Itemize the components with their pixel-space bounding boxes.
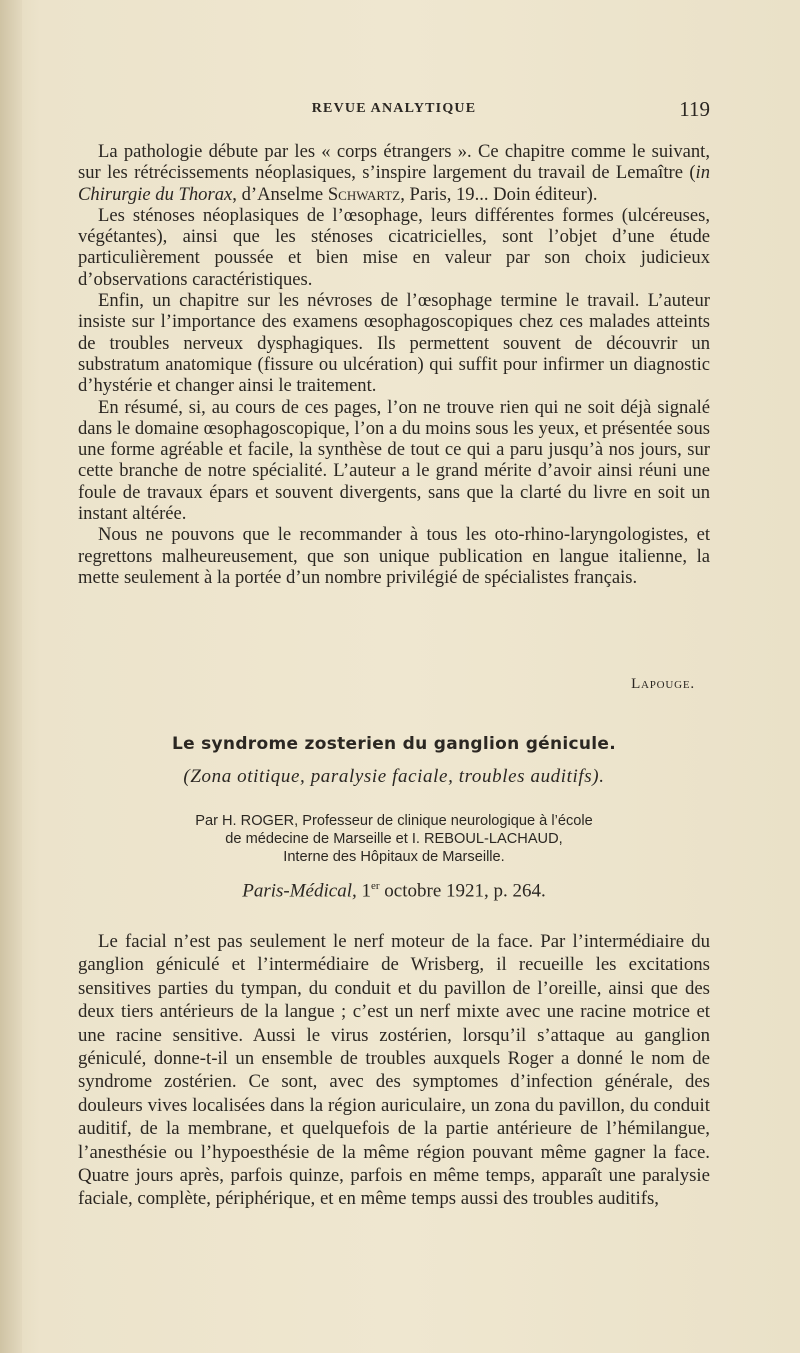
source-journal: Paris-Médical,	[242, 880, 357, 902]
text-run: Le facial n’est pas seulement le nerf moteur de la face. Par l’intermédiaire du ganglion géniculé et l’intermédiaire de Wrisberg, il recueille les excitations sensitives parties du tympan, du conduit et du pavillon de l’oreille, ainsi que des deux tiers antérieurs de la langue ; c’est un nerf mixte avec une racine motrice et une racine sensitive. Aussi le virus zostérien, lorsqu’il s’attaque au ganglion géniculé, donne-t-il un ensemble de troubles auxquels Roger a donné le nom de syndrome zostérien. Ce sont, avec des symptomes d’infection générale, des douleurs vives localisées dans la région auriculaire, un zona du pavillon, du conduit auditif, de la membrane, et quelquefois de la partie antérieure de l’hémilangue, l’anesthésie ou l’hypoesthésie de la même région pouvant même gagner la face. Quatre jours après, parfois quinze, parfois en même temps, apparaît une paralysie faciale, complète, périphérique, et en même temps aussi des troubles auditifs,	[78, 931, 710, 1210]
small-caps-text: Schwartz	[327, 183, 401, 205]
review-lapouge-body	[78, 141, 710, 588]
page-header	[78, 97, 710, 127]
text-run: La pathologie débute par les « corps étrangers ». Ce chapitre comme le suivant, sur les rétrécissements néoplasiques, s’inspire largement du travail de Lemaître (	[78, 141, 710, 184]
article-subtitle: (Zona otitique, paralysie faciale, troubles auditifs).	[183, 766, 605, 787]
review-signature: Lapouge.	[631, 676, 695, 692]
text-run: Nous ne pouvons que le recommander à tous les oto-rhino-laryngologistes, et regrettons malheureusement, que son unique publication en langue italienne, la mette seulement à la portée d’un nombre privilégié de spécialistes français.	[78, 524, 710, 588]
italic-text: in Chirurgie du Thorax	[78, 162, 710, 205]
text-run: Enfin, un chapitre sur les névroses de l’œsophage termine le travail. L’auteur insiste sur l’importance des examens œsophagoscopiques chez ces malades atteints de troubles nerveux dysphagiques. Ils permettent souvent de découvrir un substratum anatomique (fissure ou ulcération) qui suffit pour infirmer un diagnostic d’hystérie et changer ainsi le traitement.	[78, 290, 710, 397]
source-day-suffix: er	[370, 880, 380, 892]
paragraph	[78, 205, 710, 290]
running-title: REVUE ANALYTIQUE	[311, 101, 477, 116]
article-title: Le syndrome zosterien du ganglion génicule.	[171, 734, 617, 754]
paragraph	[78, 290, 710, 396]
book-spine-shadow	[0, 0, 22, 1353]
text-run: Les sténoses néoplasiques de l’œsophage, leurs différentes formes (ulcéreuses, végétantes), ainsi que les sténoses cicatricielles, sont l’objet d’une étude particulièrement poussée et bien mise en valeur par son choix judicieux d’observations caractéristiques.	[78, 204, 710, 290]
source-day: 1	[361, 880, 371, 902]
paragraph	[78, 524, 710, 588]
paragraph	[78, 141, 710, 205]
review-zosterien-body	[78, 930, 710, 1211]
paragraph	[78, 930, 710, 1211]
authors-line: Par H. ROGER, Professeur de clinique neurologique à l’école	[195, 813, 593, 829]
source-date-pages: octobre 1921, p. 264.	[384, 880, 546, 902]
text-run: En résumé, si, au cours de ces pages, l’on ne trouve rien qui ne soit déjà signalé dans le domaine œsophagoscopique, l’on a du moins sous les yeux, et présentée sous une forme agréable et facile, la synthèse de tout ce qui a paru jusqu’à nos jours, sur cette branche de notre spécialité. L’auteur a le grand mérite d’avoir ainsi réuni une foule de travaux épars et souvent divergents, sans que la clarté du livre en soit un instant altérée.	[78, 396, 710, 525]
authors-line: Interne des Hôpitaux de Marseille.	[283, 849, 505, 865]
authors-line: de médecine de Marseille et I. REBOUL-LACHAUD,	[225, 831, 563, 847]
article-authors	[78, 812, 710, 866]
text-run: , d’Anselme	[232, 183, 328, 205]
page-number: 119	[679, 97, 710, 121]
article-source	[78, 880, 710, 902]
paragraph	[78, 397, 710, 525]
text-run: , Paris, 19... Doin éditeur).	[400, 183, 598, 205]
